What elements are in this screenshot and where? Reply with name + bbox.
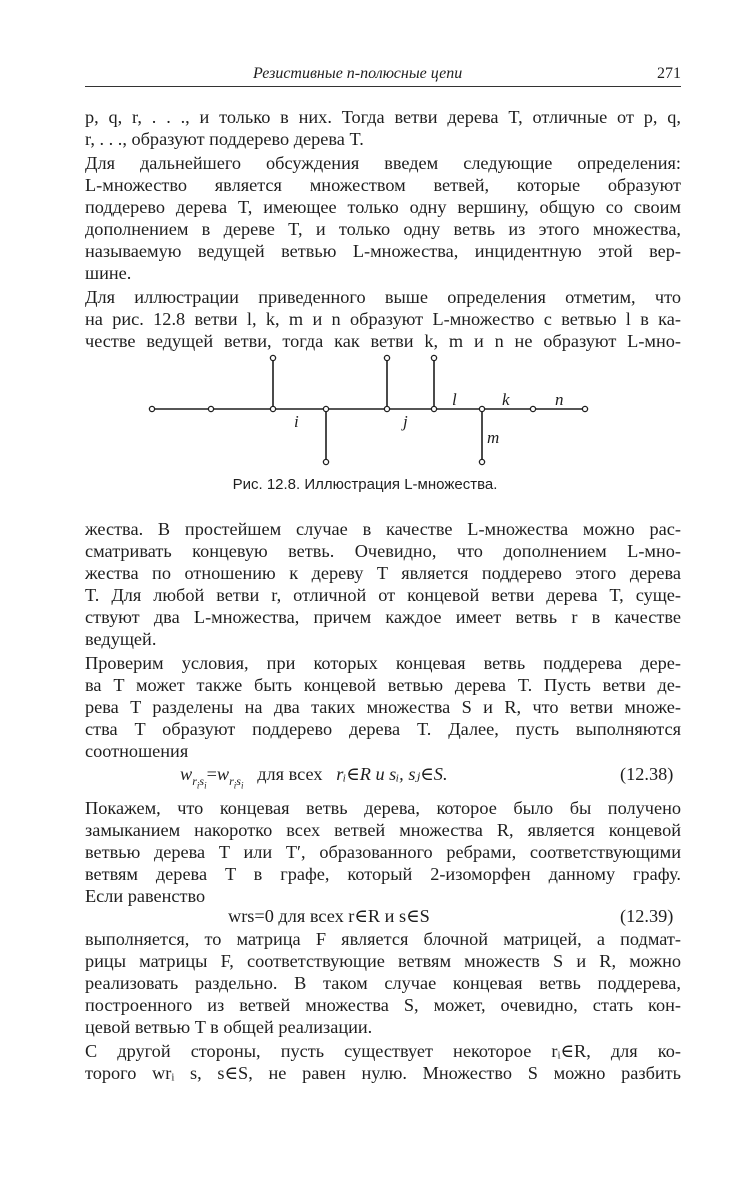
label-j: j xyxy=(403,412,408,431)
text-line: цевой ветвью T в общей реализации. xyxy=(85,1017,373,1037)
text-line: Покажем, что концевая ветвь дерева, которое было бы получено xyxy=(85,798,681,818)
text-line: жества. В простейшем случае в качестве L-множества можно рас- xyxy=(85,519,681,539)
text-line: выполняется, то матрица F является блочной матрицей, а подмат- xyxy=(85,929,681,949)
node xyxy=(270,355,275,360)
figure-caption: Рис. 12.8. Иллюстрация L-множества. xyxy=(232,476,498,493)
text-line: ветвям дерева T в графе, который 2-изоморфен данному графу. xyxy=(85,864,681,884)
node xyxy=(208,406,213,411)
text-line: честве ведущей ветви, тогда как ветви k, m и n не образуют L-мно- xyxy=(85,331,681,351)
text-line: p, q, r, . . ., и только в них. Тогда ветви дерева T, отличные от p, q, xyxy=(85,107,681,127)
node xyxy=(149,406,154,411)
text-line: рева T разделены на два таких множества S и R, что ветви множе- xyxy=(85,697,681,717)
node xyxy=(530,406,535,411)
text-line: ведущей. xyxy=(85,629,157,649)
text-line: соотношения xyxy=(85,741,189,761)
text-line: С другой стороны, пусть существует некоторое rᵢ∈R, для ко- xyxy=(85,1041,681,1061)
text-line: Проверим условия, при которых концевая ветвь поддерева дере- xyxy=(85,653,681,673)
text-line: Для дальнейшего обсуждения введем следующие определения: xyxy=(85,153,681,173)
label-m: m xyxy=(487,428,500,447)
text-line: Для иллюстрации приведенного выше определения отметим, что xyxy=(85,287,681,307)
equation-12-38-number: (12.38) xyxy=(620,764,674,784)
tree-edges xyxy=(152,358,585,462)
text-line: r, . . ., образуют поддерево дерева T. xyxy=(85,129,364,149)
node xyxy=(431,355,436,360)
text-line: Если равенство xyxy=(85,886,206,906)
node xyxy=(323,459,328,464)
text-line: рицы матрицы F, соответствующие ветвям множеств S и R, можно xyxy=(85,951,681,971)
text-line: дополнением в дереве T, и только одну ветвь из этого множества, xyxy=(85,219,681,239)
text-line: торого wrᵢ s, s∈S, не равен нулю. Множество S можно разбить xyxy=(85,1063,681,1083)
node xyxy=(479,406,484,411)
figure-12-8 xyxy=(0,0,730,500)
running-title: Резистивные n-полюсные цепи xyxy=(253,65,463,82)
label-l: l xyxy=(452,390,457,409)
text-line: ства T образуют поддерево дерева T. Далее, пусть выполняются xyxy=(85,719,681,739)
text-line: замыканием накоротко всех ветвей множества R, является концевой xyxy=(85,820,681,840)
equation-12-39 xyxy=(228,905,430,927)
eq1-text: для всех xyxy=(257,764,323,784)
node xyxy=(323,406,328,411)
page-number: 271 xyxy=(657,65,681,82)
text-line: жества по отношению к дереву T является поддерево этого дерева xyxy=(85,563,681,583)
eq1-cond: rᵢ∈R и sᵢ, sⱼ∈S. xyxy=(336,764,448,784)
node xyxy=(582,406,587,411)
text-line: ветвью дерева T или T′, образованного ребрами, соответствующими xyxy=(85,842,681,862)
text-line: реализовать раздельно. В таком случае концевая ветвь поддерева, xyxy=(85,973,681,993)
text-line: L-множество является множеством ветвей, которые образуют xyxy=(85,175,681,195)
node xyxy=(270,406,275,411)
label-i: i xyxy=(294,412,299,431)
node xyxy=(431,406,436,411)
text-line: построенного из ветвей множества S, может, очевидно, стать кон- xyxy=(85,995,681,1015)
text-line: ва T может также быть концевой ветвью дерева T. Пусть ветви де- xyxy=(85,675,681,695)
label-k: k xyxy=(502,390,510,409)
node xyxy=(479,459,484,464)
text-line: сматривать концевую ветвь. Очевидно, что дополнением L-мно- xyxy=(85,541,681,561)
node xyxy=(384,406,389,411)
eq2-expr: wrs=0 для всех r∈R и s∈S xyxy=(228,906,430,926)
text-line: ствуют два L-множества, причем каждое имеет ветвь r в качестве xyxy=(85,607,681,627)
tree-nodes xyxy=(149,355,587,464)
equation-12-39-number: (12.39) xyxy=(620,906,674,926)
text-line: на рис. 12.8 ветви l, k, m и n образуют L-множество с ветвью l в ка- xyxy=(85,309,681,329)
text-line: называемую ведущей ветвью L-множества, инцидентную этой вер- xyxy=(85,241,681,261)
equation-12-38: $w_{r_is_i}=w_{r_is_i}$ для всех rᵢ∈R и sᵢ, sⱼ∈S. xyxy=(180,764,448,791)
text-line: T. Для любой ветви r, отличной от концевой ветви дерева T, суще- xyxy=(85,585,681,605)
text-line: поддерево дерева T, имеющее только одну вершину, общую со своим xyxy=(85,197,681,217)
text-line: шине. xyxy=(85,263,132,283)
node xyxy=(384,355,389,360)
label-n: n xyxy=(555,390,564,409)
